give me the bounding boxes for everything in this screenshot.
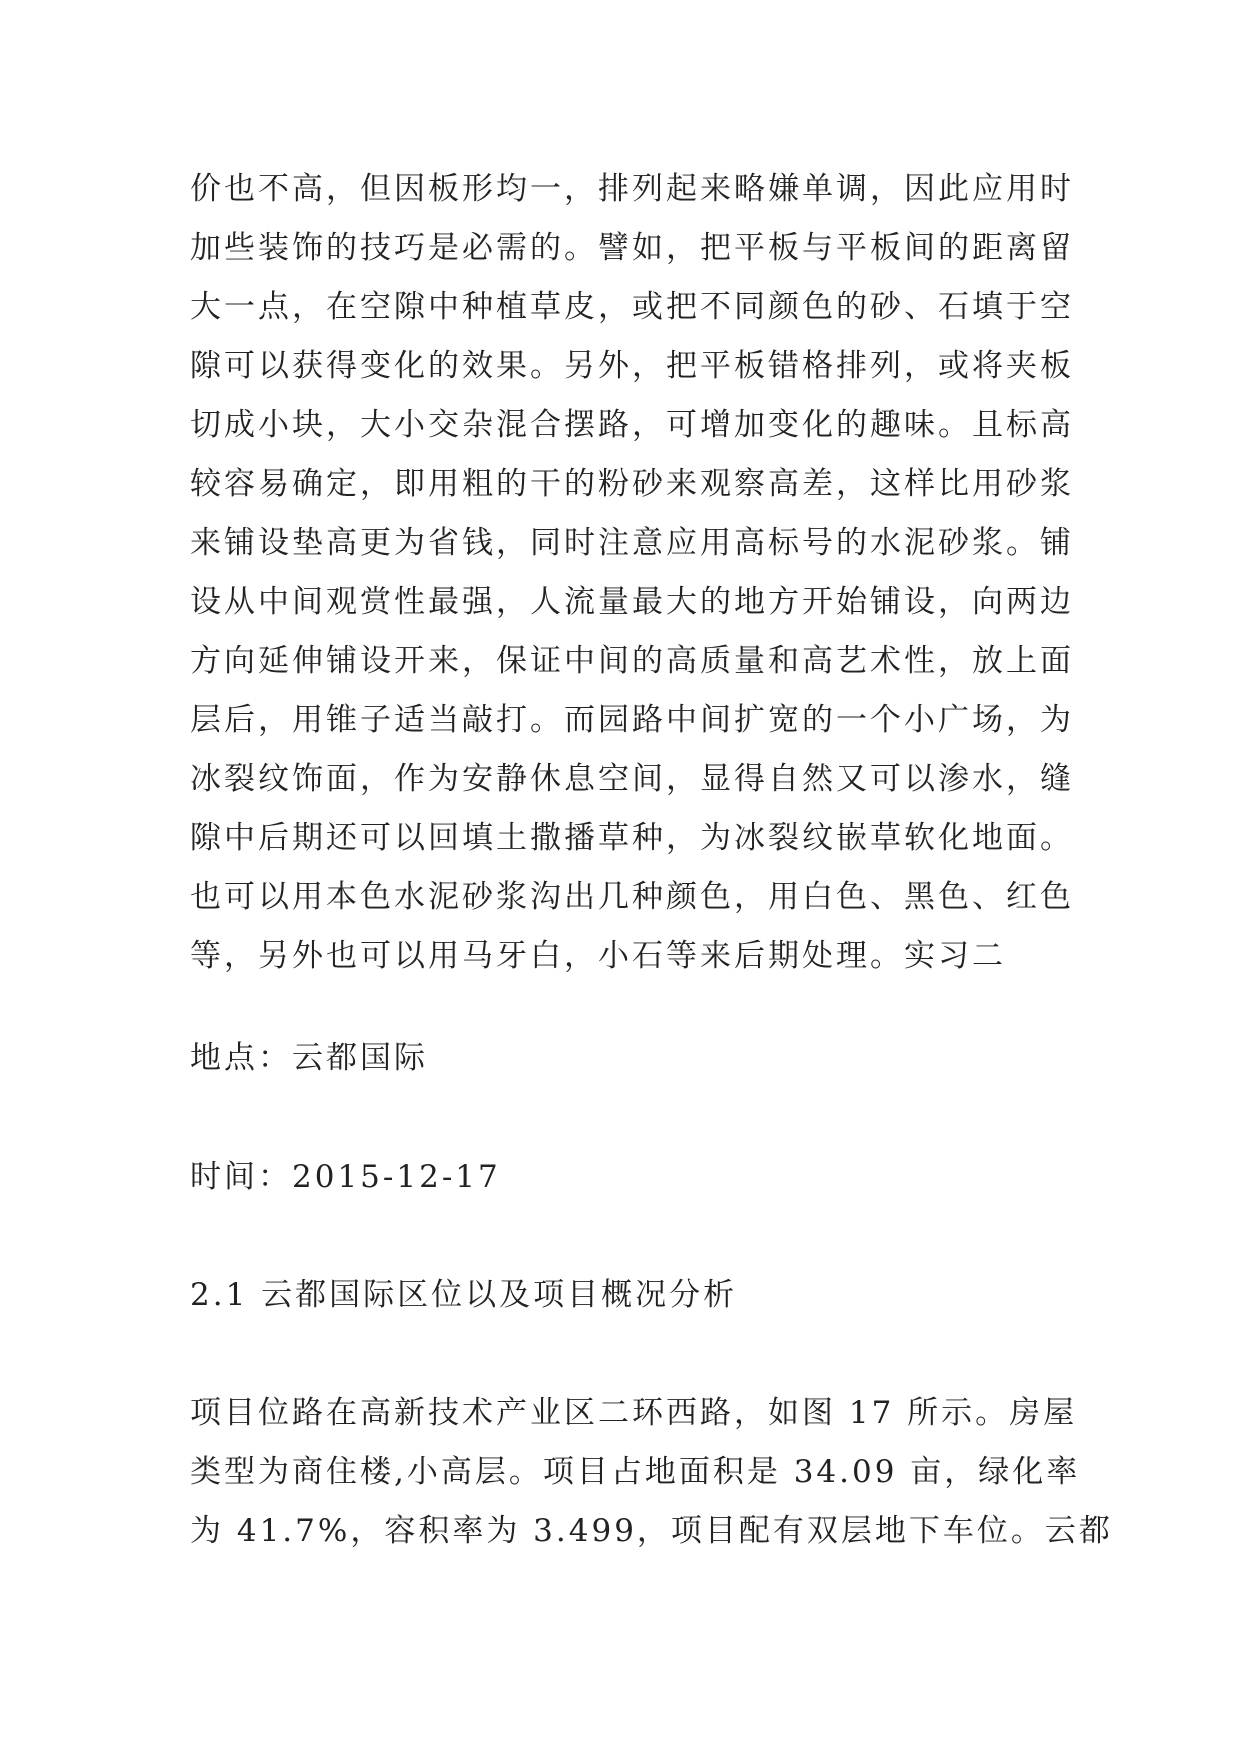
body-paragraph (190, 160, 1074, 986)
section-heading (190, 1266, 1070, 1325)
text-line: 来铺设垫高更为省钱，同时注意应用高标号的水泥砂浆。铺 (190, 525, 1074, 561)
location-text: 地点：云都国际 (190, 1040, 428, 1076)
text-line: 较容易确定，即用粗的干的粉砂来观察高差，这样比用砂浆 (190, 466, 1074, 502)
text-line: 层后，用锥子适当敲打。而园路中间扩宽的一个小广场，为 (190, 702, 1074, 738)
time-text: 时间：2015-12-17 (190, 1159, 501, 1195)
text-line: 冰裂纹饰面，作为安静休息空间，显得自然又可以渗水，缝 (190, 761, 1074, 797)
text-line: 为 41.7%，容积率为 3.499，项目配有双层地下车位。云都 (190, 1513, 1113, 1549)
text-line: 价也不高，但因板形均一，排列起来略嫌单调，因此应用时 (190, 171, 1074, 207)
text-line: 切成小块，大小交杂混合摆路，可增加变化的趣味。且标高 (190, 407, 1074, 443)
text-line: 项目位路在高新技术产业区二环西路，如图 17 所示。房屋 (190, 1395, 1078, 1431)
location-line (190, 1029, 1070, 1088)
text-line: 方向延伸铺设开来，保证中间的高质量和高艺术性，放上面 (190, 643, 1074, 679)
text-line: 也可以用本色水泥砂浆沟出几种颜色，用白色、黑色、红色 (190, 879, 1074, 915)
body-paragraph (190, 1384, 1113, 1561)
text-line: 设从中间观赏性最强，人流量最大的地方开始铺设，向两边 (190, 584, 1074, 620)
text-line: 等，另外也可以用马牙白，小石等来后期处理。实习二 (190, 938, 1006, 974)
section-heading-text: 2.1 云都国际区位以及项目概况分析 (190, 1277, 738, 1313)
text-line: 类型为商住楼,小高层。项目占地面积是 34.09 亩，绿化率 (190, 1454, 1081, 1490)
time-line (190, 1148, 1070, 1207)
text-line: 加些装饰的技巧是必需的。譬如，把平板与平板间的距离留 (190, 230, 1074, 266)
text-line: 大一点，在空隙中种植草皮，或把不同颜色的砂、石填于空 (190, 289, 1074, 325)
text-line: 隙中后期还可以回填土撒播草种，为冰裂纹嵌草软化地面。 (190, 820, 1074, 856)
text-line: 隙可以获得变化的效果。另外，把平板错格排列，或将夹板 (190, 348, 1074, 384)
